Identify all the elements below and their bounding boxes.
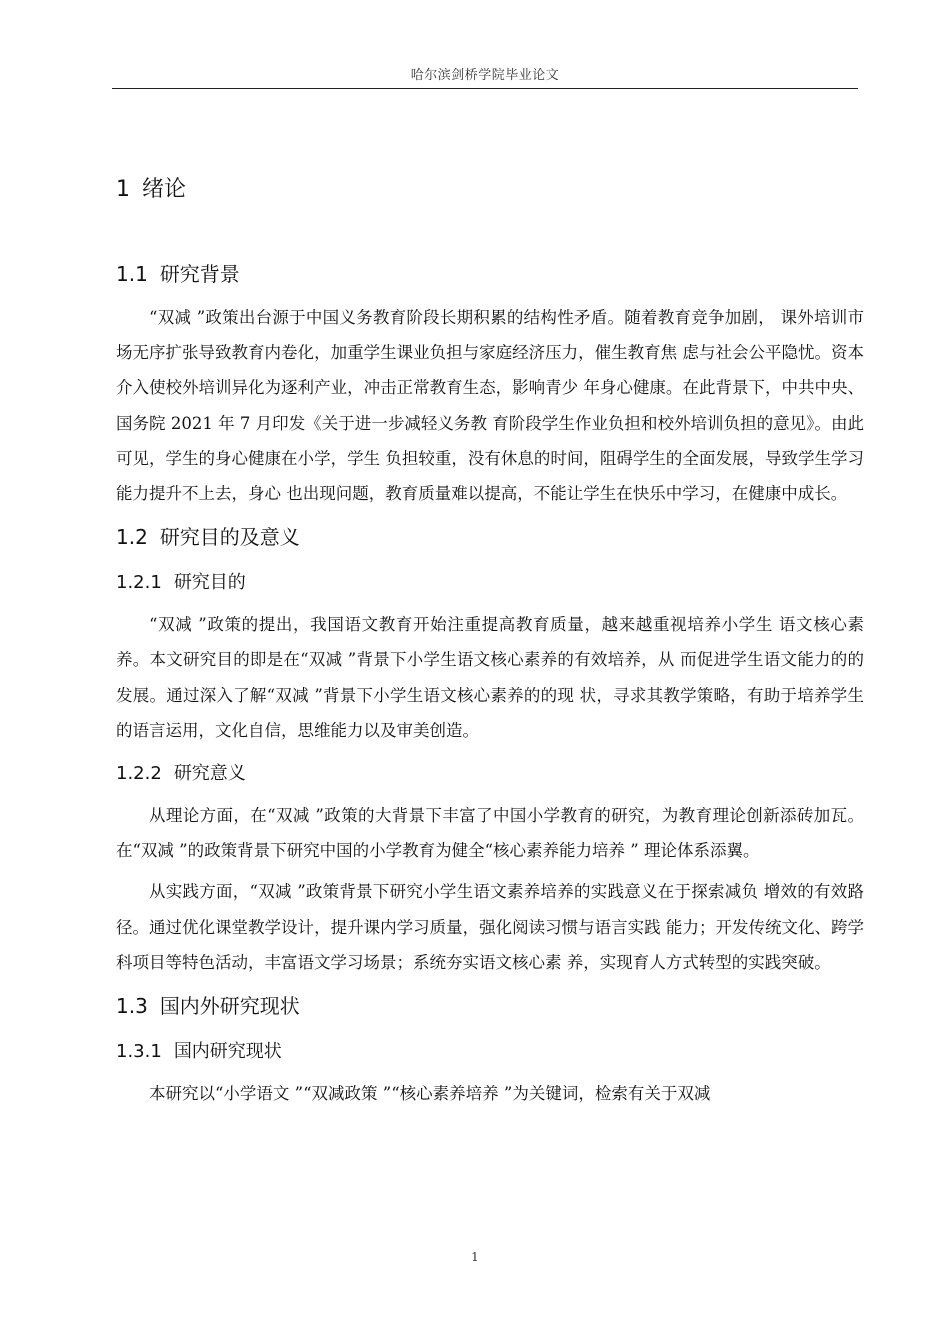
subsection-title: 研究目的 <box>173 572 246 594</box>
chapter-title: 绪论 <box>142 177 187 202</box>
section-heading-1-1 <box>116 254 864 294</box>
running-header: 哈尔滨剑桥学院毕业论文 <box>410 68 560 83</box>
page-number: 1 <box>471 1250 479 1264</box>
section-heading-1-3 <box>116 986 864 1026</box>
subsection-number: 1.2.2 <box>116 763 162 785</box>
section-number: 1.3 <box>116 994 148 1019</box>
subsection-number: 1.3.1 <box>116 1041 162 1063</box>
chapter-heading <box>116 170 864 210</box>
section-number: 1.2 <box>116 525 148 550</box>
paragraph-practical-significance: 从实践方面，“双减 ”政策背景下研究小学生语文素养培养的实践意义在于探索减负 增效的有效路径。通过优化课堂教学设计，提升课内学习质量，强化阅读习惯与语言实践 能力；开发传统文化、跨学科项目等特色活动，丰富语文学习场景；系统夯实语文核心素 养，实现育人方式转型的实践突破。 <box>116 882 864 972</box>
subsection-number: 1.2.1 <box>116 572 162 594</box>
subsection-title: 国内研究现状 <box>173 1041 282 1063</box>
paragraph-theoretical-significance: 从理论方面，在“双减 ”政策的大背景下丰富了中国小学教育的研究，为教育理论创新添砖加瓦。在“双减 ”的政策背景下研究中国的小学教育为健全“核心素养能力培养 ” 理论体系添翼。 <box>116 806 864 861</box>
chapter-number: 1 <box>116 177 130 202</box>
subsection-heading-1-2-2 <box>116 754 864 794</box>
section-title: 国内外研究现状 <box>159 994 300 1019</box>
paragraph-research-background: “双减 ”政策出台源于中国义务教育阶段长期积累的结构性矛盾。随着教育竞争加剧， 课外培训市场无序扩张导致教育内卷化，加重学生课业负担与家庭经济压力，催生教育焦 虑与社会公平隐忧。资本介入使校外培训异化为逐利产业，冲击正常教育生态，影响青少 年身心健康。在此背景下，中共中央、国务院 2021 年 7 月印发《关于进一步减轻义务教 育阶段学生作业负担和校外培训负担的意见》。由此可见，学生的身心健康在小学，学生 负担较重，没有休息的时间，阻碍学生的全面发展，导致学生学习能力提升不上去，身心 也出现问题，教育质量难以提高，不能让学生在快乐中学习，在健康中成长。 <box>116 308 864 504</box>
section-title: 研究目的及意义 <box>159 525 300 550</box>
paragraph-research-purpose: “双减 ”政策的提出，我国语文教育开始注重提高教育质量，越来越重视培养小学生 语文核心素养。本文研究目的即是在“双减 ”背景下小学生语文核心素养的有效培养，从 而促进学生语文能力的的发展。通过深入了解“双减 ”背景下小学生语文核心素养的的现 状，寻求其教学策略，有助于培养学生的语言运用，文化自信，思维能力以及审美创造。 <box>116 615 864 740</box>
subsection-title: 研究意义 <box>173 763 246 785</box>
section-number: 1.1 <box>116 262 148 286</box>
paragraph-domestic-research: 本研究以“小学语文 ”“双减政策 ”“核心素养培养 ”为关键词，检索有关于双减 <box>149 1084 711 1104</box>
section-heading-1-2 <box>116 517 864 557</box>
section-title: 研究背景 <box>159 262 240 286</box>
subsection-heading-1-3-1 <box>116 1032 864 1072</box>
header-divider <box>112 88 858 89</box>
document-body <box>116 170 864 1117</box>
subsection-heading-1-2-1 <box>116 563 864 603</box>
